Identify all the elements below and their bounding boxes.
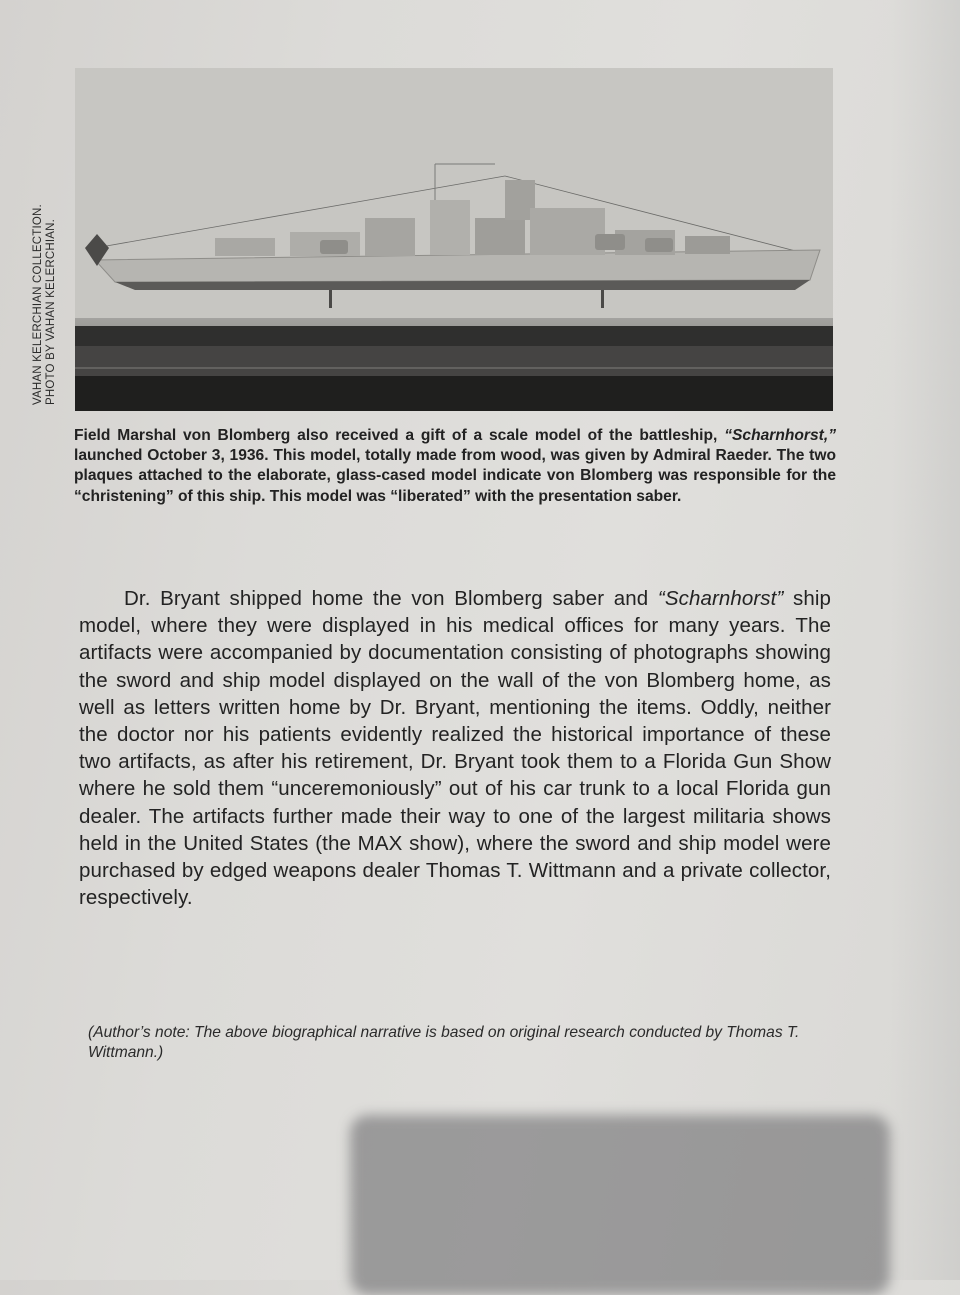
body-paragraph	[79, 585, 831, 911]
caption-ship-name: “Scharnhorst,”	[724, 427, 836, 444]
body-ship-name: “Scharnhorst”	[657, 587, 784, 610]
photo-caption	[74, 426, 836, 507]
body-part-1: Dr. Bryant shipped home the von Blomberg saber and	[124, 587, 658, 610]
page-edge	[890, 0, 960, 1280]
caption-part-1: Field Marshal von Blomberg also received a gift of a scale model of the battleship,	[74, 427, 725, 444]
photo-credit-line-2: PHOTO BY VAHAN KELERCHIAN.	[45, 218, 57, 405]
photo-credit	[32, 204, 58, 405]
body-part-2: ship model, where they were displayed in his medical offices for many years. The artifacts were accompanied by documentation consisting of photographs showing the sword and ship model displayed on the wall of the von Blomberg home, as well as letters written home by Dr. Bryant, mentioning the items. Oddly, neither the doctor nor his patients evidently realized the historical importance of these two artifacts, as after his retirement, Dr. Bryant took them to a Florida Gun Show where he sold them “unceremoniously” out of his car trunk to a local Florida gun dealer. The artifacts further made their way to one of the largest militaria shows held in the United States (the MAX show), where the sword and ship model were purchased by edged weapons dealer Thomas T. Wittmann and a private collector, respectively.	[79, 587, 831, 910]
caption-part-2: launched October 3, 1936. This model, totally made from wood, was given by Admiral Raeder. The two plaques attached to the elaborate, glass-cased model indicate von Blomberg was responsible for the “christening” of this ship. This model was “liberated” with the presentation saber.	[74, 447, 836, 505]
scharnhorst-model-illustration	[75, 68, 833, 411]
photo-credit-line-1: VAHAN KELERCHIAN COLLECTION.	[32, 204, 44, 405]
ship-model-photo	[75, 68, 833, 411]
author-note: (Author’s note: The above biographical narrative is based on original research conducted by Thomas T. Wittmann.)	[88, 1024, 800, 1061]
page-shadow	[350, 1115, 890, 1295]
